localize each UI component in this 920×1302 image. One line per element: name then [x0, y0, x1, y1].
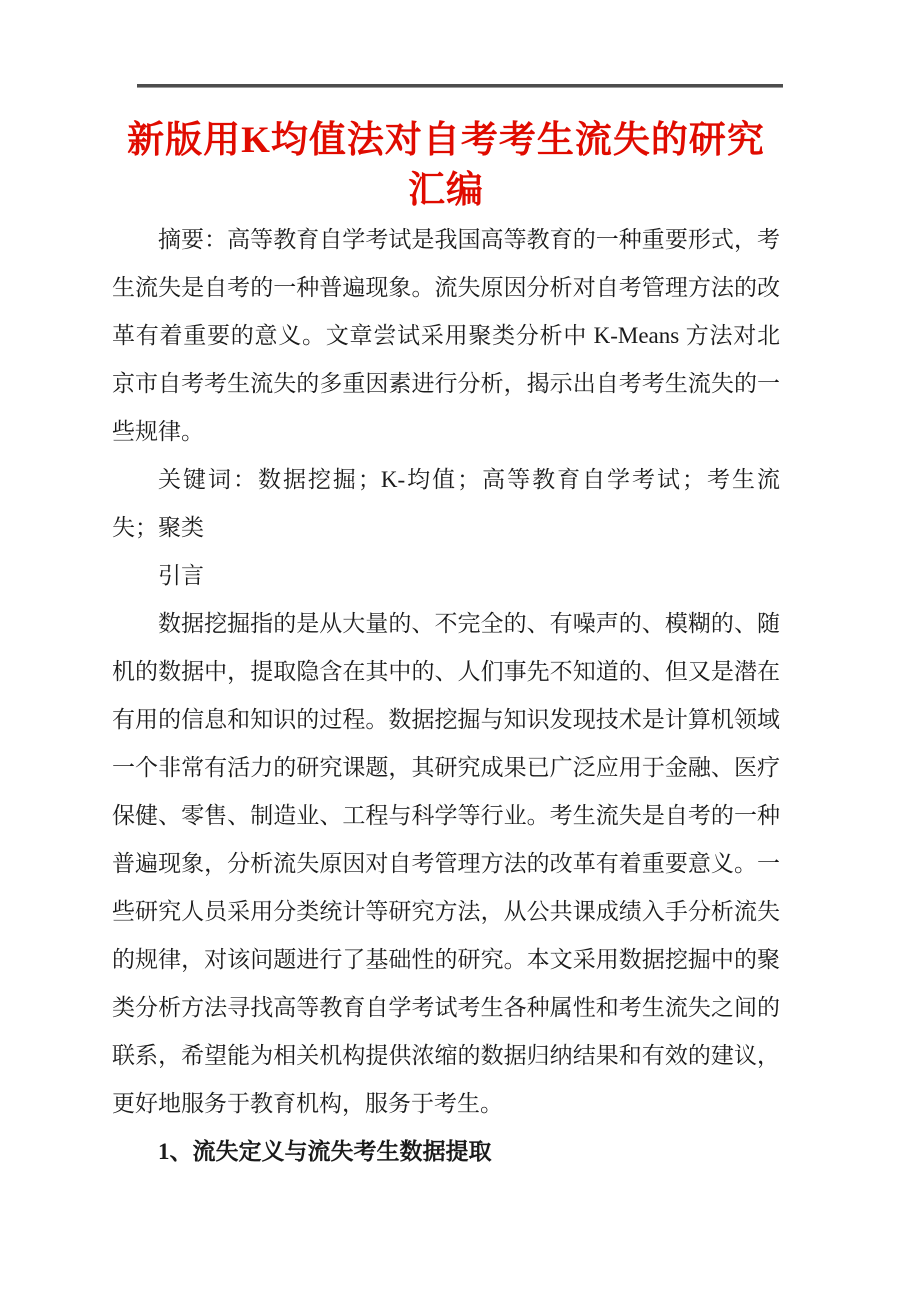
abstract-paragraph: 摘要：高等教育自学考试是我国高等教育的一种重要形式，考生流失是自考的一种普遍现象。流失原因分析对自考管理方法的改革有着重要的意义。文章尝试采用聚类分析中 K-Means 方法对北京市自考考生流失的多重因素进行分析，揭示出自考考生流失的一些规律。 [112, 227, 780, 444]
header-horizontal-rule [137, 84, 783, 88]
keywords-paragraph: 关键词：数据挖掘；K-均值；高等教育自学考试；考生流失；聚类 [112, 467, 780, 540]
introduction-paragraph: 数据挖掘指的是从大量的、不完全的、有噪声的、模糊的、随机的数据中，提取隐含在其中的、人们事先不知道的、但又是潜在有用的信息和知识的过程。数据挖掘与知识发现技术是计算机领域一个非常有活力的研究课题，其研究成果已广泛应用于金融、医疗保健、零售、制造业、工程与科学等行业。考生流失是自考的一种普遍现象，分析流失原因对自考管理方法的改革有着重要意义。一些研究人员采用分类统计等研究方法，从公共课成绩入手分析流失的规律，对该问题进行了基础性的研究。本文采用数据挖掘中的聚类分析方法寻找高等教育自学考试考生各种属性和考生流失之间的联系，希望能为相关机构提供浓缩的数据归纳结果和有效的建议，更好地服务于教育机构，服务于考生。 [112, 611, 780, 1116]
introduction-heading: 引言 [158, 563, 204, 588]
document-title: 新版用K均值法对自考考生流失的研究汇编 [127, 120, 765, 211]
document-content [112, 104, 780, 1176]
section-1-heading: 1、流失定义与流失考生数据提取 [158, 1139, 492, 1164]
